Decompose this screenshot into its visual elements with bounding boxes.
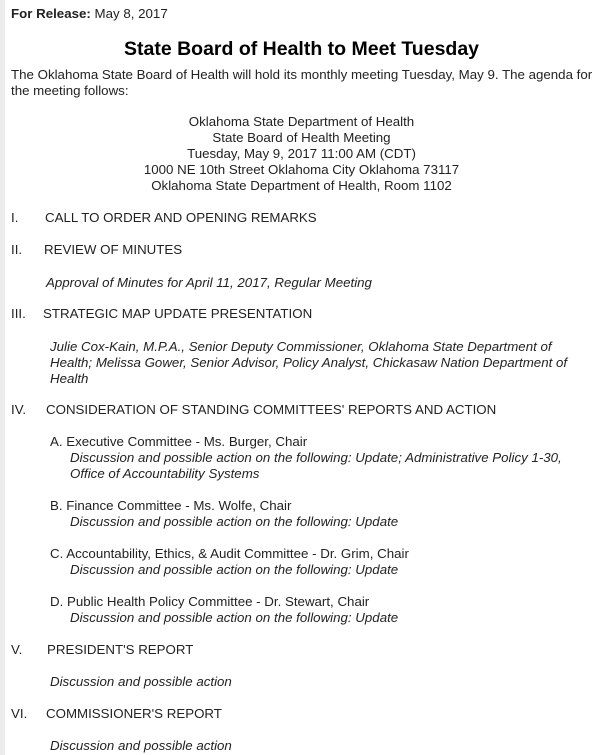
agenda-detail: Discussion and possible action (50, 738, 232, 753)
agenda-number: III. (11, 306, 26, 321)
release-date: May 8, 2017 (94, 6, 168, 21)
committee-label: A. Executive Committee - Ms. Burger, Chair (50, 434, 308, 449)
agenda-detail: Julie Cox-Kain, M.P.A., Senior Deputy Commissioner, Oklahoma State Department of (50, 339, 552, 354)
agenda-heading: CONSIDERATION OF STANDING COMMITTEES' REPORTS AND ACTION (46, 402, 497, 417)
meeting-info-line: Oklahoma State Department of Health, Room 1102 (151, 178, 452, 193)
committee-label: D. Public Health Policy Committee - Dr. Stewart, Chair (50, 594, 370, 609)
agenda-heading: COMMISSIONER'S REPORT (46, 706, 222, 721)
agenda-detail: Approval of Minutes for April 11, 2017, Regular Meeting (46, 275, 372, 290)
agenda-heading: CALL TO ORDER AND OPENING REMARKS (45, 210, 317, 225)
agenda-heading: STRATEGIC MAP UPDATE PRESENTATION (43, 306, 313, 321)
committee-detail: Discussion and possible action on the following: Update (70, 562, 399, 577)
committee-detail: Discussion and possible action on the following: Update (70, 514, 399, 529)
committee-label: B. Finance Committee - Ms. Wolfe, Chair (50, 498, 292, 513)
agenda-number: VI. (11, 706, 28, 721)
meeting-info-line: 1000 NE 10th Street Oklahoma City Oklahoma 73117 (143, 162, 460, 177)
page-title: State Board of Health to Meet Tuesday (123, 38, 480, 60)
agenda-heading: REVIEW OF MINUTES (44, 242, 183, 257)
agenda-detail: Health (50, 371, 89, 386)
committee-detail: Discussion and possible action on the following: Update; Administrative Policy 1-30, (70, 450, 562, 465)
agenda-heading: PRESIDENT'S REPORT (47, 642, 194, 657)
agenda-detail: Health; Melissa Gower, Senior Advisor, Policy Analyst, Chickasaw Nation Department of (50, 355, 568, 370)
meeting-info-line: Oklahoma State Department of Health (188, 114, 415, 129)
committee-detail: Discussion and possible action on the following: Update (70, 610, 399, 625)
agenda-number: IV. (11, 402, 27, 417)
agenda-number: II. (11, 242, 23, 257)
committee-detail: Office of Accountability Systems (70, 466, 260, 481)
committee-label: C. Accountability, Ethics, & Audit Committee - Dr. Grim, Chair (50, 546, 409, 561)
meeting-info-line: State Board of Health Meeting (212, 130, 391, 145)
agenda-detail: Discussion and possible action (50, 674, 232, 689)
intro-paragraph: The Oklahoma State Board of Health will hold its monthly meeting Tuesday, May 9. The agenda for the meeting follows: (11, 67, 593, 98)
agenda-number: I. (11, 210, 19, 225)
release-line (11, 6, 168, 22)
release-label: For Release: (11, 6, 91, 21)
agenda-number: V. (11, 642, 23, 657)
meeting-info-line: Tuesday, May 9, 2017 11:00 AM (CDT) (187, 146, 416, 161)
